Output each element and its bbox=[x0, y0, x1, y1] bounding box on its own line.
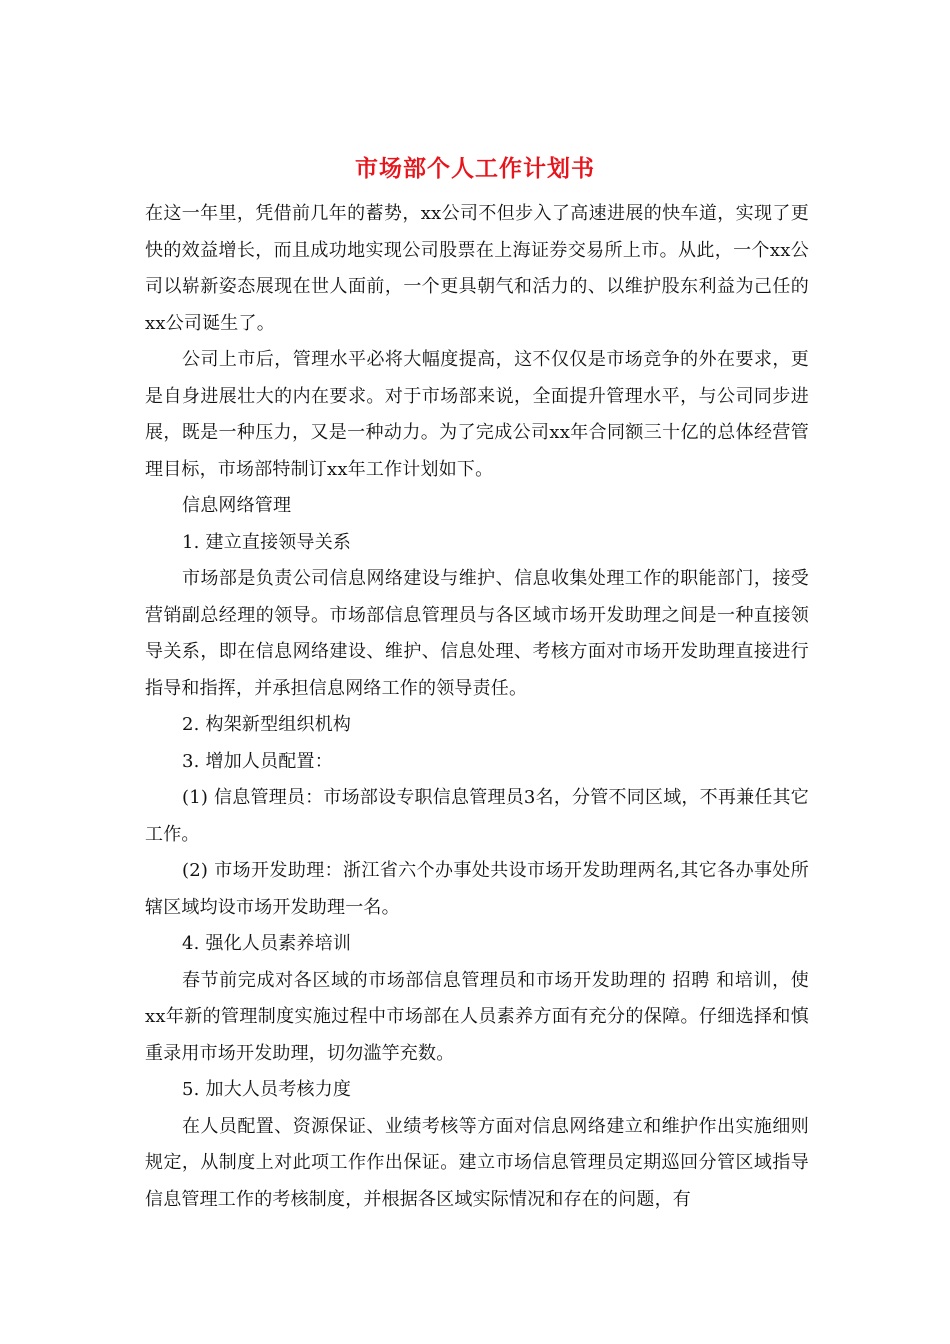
section-heading: 信息网络管理 bbox=[182, 495, 292, 516]
paragraph-intro: 在这一年里，凭借前几年的蓄势，xx公司不但步入了高速进展的快车道，实现了更快的效益增长，而且成功地实现公司股票在上海证券交易所上市。从此，一个xx公司以崭新姿态展现在世人面前，一个更具朝气和活力的、以维护股东利益为己任的xx公司诞生了。 bbox=[145, 203, 809, 334]
paragraph-assessment: 在人员配置、资源保证、业绩考核等方面对信息网络建立和维护作出实施细则规定，从制度上对此项工作作出保证。建立市场信息管理员定期巡回分管区域指导信息管理工作的考核制度，并根据各区域实际情况和存在的问题，有 bbox=[145, 1115, 809, 1210]
paragraph-info-manager: (1) 信息管理员：市场部设专职信息管理员3名，分管不同区域，不再兼任其它工作。 bbox=[145, 787, 809, 845]
document-body bbox=[145, 196, 809, 1218]
item-heading-4: 4. 强化人员素养培训 bbox=[182, 933, 352, 954]
paragraph-training: 春节前完成对各区域的市场部信息管理员和市场开发助理的 招聘 和培训，使xx年新的管理制度实施过程中市场部在人员素养方面有充分的保障。仔细选择和慎重录用市场开发助理，切勿滥竽充数。 bbox=[145, 969, 809, 1064]
item-heading-5: 5. 加大人员考核力度 bbox=[182, 1079, 352, 1100]
item-heading-3: 3. 增加人员配置： bbox=[182, 750, 333, 772]
paragraph-leadership: 市场部是负责公司信息网络建设与维护、信息收集处理工作的职能部门，接受营销副总经理的领导。市场部信息管理员与各区域市场开发助理之间是一种直接领导关系，即在信息网络建设、维护、信息处理、考核方面对市场开发助理直接进行指导和指挥，并承担信息网络工作的领导责任。 bbox=[145, 568, 809, 699]
document-title: 市场部个人工作计划书 bbox=[355, 155, 595, 182]
item-heading-2: 2. 构架新型组织机构 bbox=[182, 714, 352, 735]
paragraph-market-assistant: (2) 市场开发助理：浙江省六个办事处共设市场开发助理两名,其它各办事处所辖区域均设市场开发助理一名。 bbox=[145, 860, 809, 918]
item-heading-1: 1. 建立直接领导关系 bbox=[182, 531, 352, 553]
paragraph-listing: 公司上市后，管理水平必将大幅度提高，这不仅仅是市场竞争的外在要求，更是自身进展壮大的内在要求。对于市场部来说，全面提升管理水平，与公司同步进展，既是一种压力，又是一种动力。为了完成公司xx年合同额三十亿的总体经营管理目标，市场部特制订xx年工作计划如下。 bbox=[145, 349, 809, 480]
